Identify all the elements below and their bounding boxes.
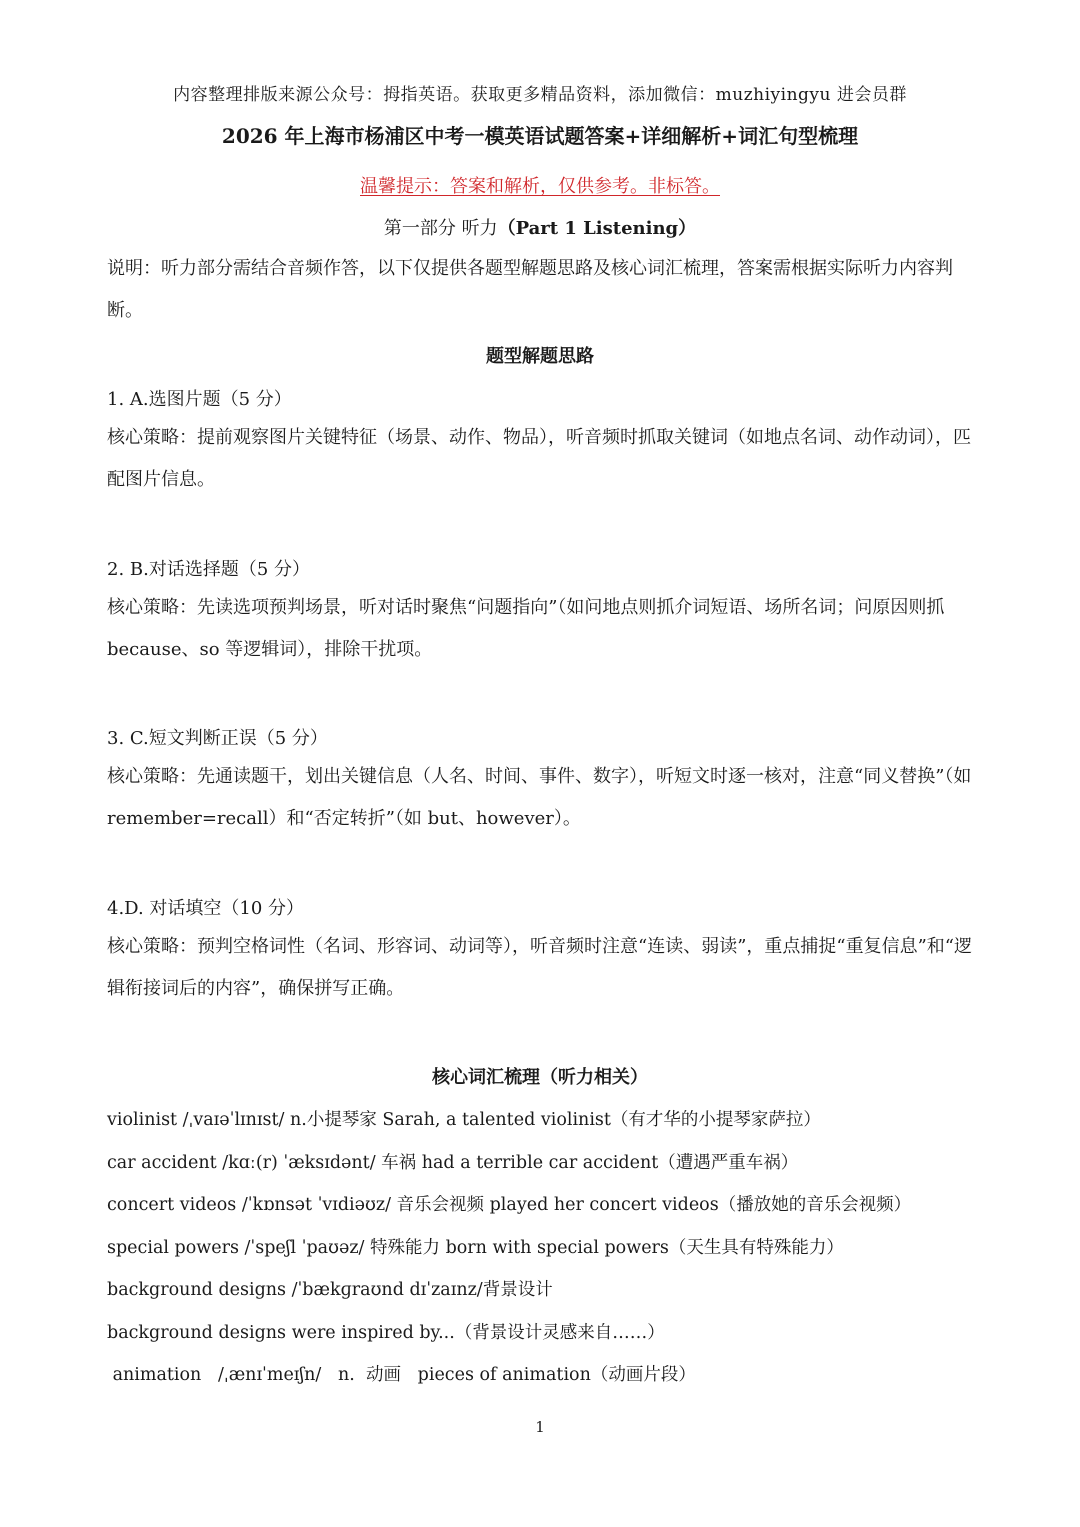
document-title: 2026 年上海市杨浦区中考一模英语试题答案+详细解析+词汇句型梳理 xyxy=(221,124,859,148)
section-title: 2. B.对话选择题（5 分） xyxy=(107,559,311,580)
vocab-item: concert videos /ˈkɒnsət ˈvɪdiəʊz/ 音乐会视频 played her concert videos（播放她的音乐会视频） xyxy=(107,1195,912,1215)
section-strategy: 核心策略：预判空格词性（名词、形容词、动词等），听音频时注意“连读、弱读”，重点捕捉“重复信息”和“逻辑衔接词后的内容”，确保拼写正确。 xyxy=(107,936,973,999)
page-number: 1 xyxy=(535,1418,545,1436)
part-label: 第一部分 听力 xyxy=(383,218,498,239)
vocab-item: animation /ˌænɪˈmeɪʃn/ n. 动画 pieces of animation（动画片段） xyxy=(107,1365,696,1385)
section-strategy: 核心策略：先读选项预判场景，听对话时聚焦“问题指向”（如问地点则抓介词短语、场所名词；问原因则抓 because、so 等逻辑词），排除干扰项。 xyxy=(107,597,945,660)
vocab-item: car accident /kɑː(r) ˈæksɪdənt/ 车祸 had a terrible car accident（遭遇严重车祸） xyxy=(107,1153,799,1173)
section-strategy: 核心策略：提前观察图片关键特征（场景、动作、物品），听音频时抓取关键词（如地点名词、动作动词），匹配图片信息。 xyxy=(107,427,971,490)
section-title: 4.D. 对话填空（10 分） xyxy=(107,898,305,919)
vocab-item: background designs /ˈbækɡraʊnd dɪˈzaɪnz/背景设计 xyxy=(107,1280,553,1300)
notice-label: 温馨提示：答案和解析，仅供参考。非标答。 xyxy=(360,176,720,197)
source-line: 内容整理排版来源公众号：拇指英语。获取更多精品资料，添加微信：muzhiyingyu 进会员群 xyxy=(173,85,907,105)
section-title: 1. A.选图片题（5 分） xyxy=(107,389,292,410)
part-heading xyxy=(0,214,1080,240)
part-english: （Part 1 Listening） xyxy=(497,218,697,239)
vocab-item: violinist /ˌvaɪəˈlɪnɪst/ n.小提琴家 Sarah, a talented violinist（有才华的小提琴家萨拉） xyxy=(107,1110,821,1130)
vocab-heading: 核心词汇梳理（听力相关） xyxy=(432,1067,648,1088)
section-strategy: 核心策略：先通读题干，划出关键信息（人名、时间、事件、数字），听短文时逐一核对，注意“同义替换”（如 remember=recall）和“否定转折”（如 but、however）。 xyxy=(107,766,972,829)
notice-text xyxy=(0,172,1080,198)
intro-paragraph: 说明：听力部分需结合音频作答，以下仅提供各题型解题思路及核心词汇梳理，答案需根据实际听力内容判断。 xyxy=(107,258,953,321)
vocab-item: special powers /ˈspeʃl ˈpaʊəz/ 特殊能力 born with special powers（天生具有特殊能力） xyxy=(107,1238,844,1258)
vocab-item: background designs were inspired by...（背景设计灵感来自……） xyxy=(107,1323,665,1343)
section-title: 3. C.短文判断正误（5 分） xyxy=(107,728,328,749)
strategy-heading: 题型解题思路 xyxy=(486,346,594,367)
